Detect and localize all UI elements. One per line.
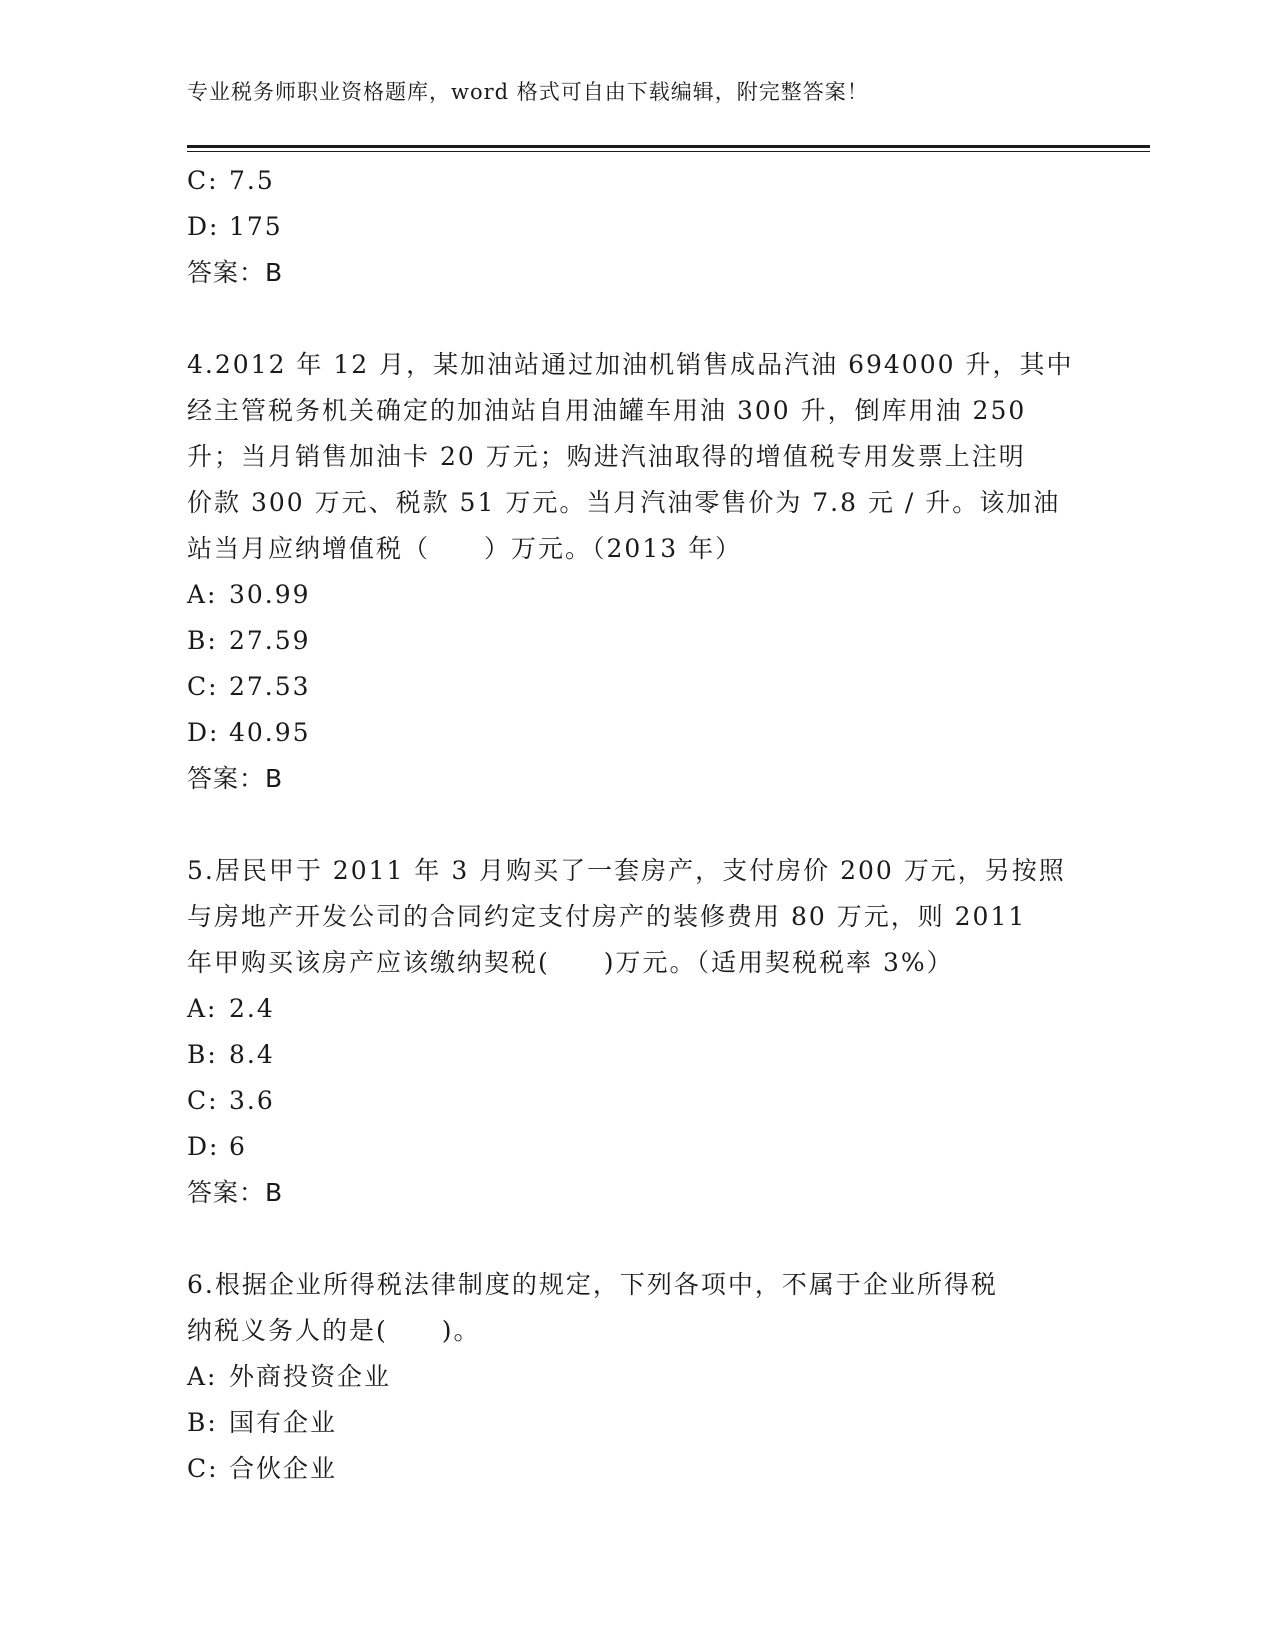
option-text: 3.6: [229, 1086, 275, 1115]
answer-line: 答案：B: [187, 258, 284, 287]
question-text-line: 5.居民甲于 2011 年 3 月购买了一套房产，支付房价 200 万元，另按照: [187, 856, 1066, 885]
option-text: 6: [229, 1132, 247, 1161]
option-label: B:: [187, 626, 218, 655]
option-text: 27.59: [229, 626, 311, 655]
option-label: C:: [187, 1086, 219, 1115]
question-text-line: 经主管税务机关确定的加油站自用油罐车用油 300 升，倒库用油 250: [187, 396, 1027, 425]
option-a: [187, 572, 1087, 618]
option-label: A:: [187, 580, 218, 609]
option-text: 40.95: [229, 718, 311, 747]
option-c: [187, 664, 1087, 710]
spacer: [187, 296, 1087, 342]
option-label: C:: [187, 1454, 219, 1483]
option-text: 8.4: [229, 1040, 275, 1069]
option-label: D:: [187, 718, 220, 747]
option-label: C:: [187, 672, 219, 701]
question-text-line: 价款 300 万元、税款 51 万元。当月汽油零售价为 7.8 元 / 升。该加油: [187, 488, 1061, 517]
option-d: [187, 710, 1087, 756]
question-text-line: 站当月应纳增值税（ ）万元。（2013 年）: [187, 534, 743, 563]
question-text-line: 升；当月销售加油卡 20 万元；购进汽油取得的增值税专用发票上注明: [187, 442, 1026, 471]
option-text: 7.5: [229, 166, 275, 195]
answer-line: 答案：B: [187, 1178, 284, 1207]
option-text: 27.53: [229, 672, 311, 701]
option-label: D:: [187, 212, 220, 241]
option-label: C:: [187, 166, 219, 195]
option-a: [187, 1354, 1087, 1400]
page-header: 专业税务师职业资格题库，word 格式可自由下载编辑，附完整答案！: [187, 80, 869, 104]
question-text-line: 与房地产开发公司的合同约定支付房产的装修费用 80 万元，则 2011: [187, 902, 1027, 931]
header-divider-thick: [187, 145, 1150, 148]
option-text: 外商投资企业: [229, 1362, 392, 1391]
option-text: 2.4: [229, 994, 275, 1023]
option-b: [187, 1400, 1087, 1446]
spacer: [187, 802, 1087, 848]
option-c: [187, 158, 1087, 204]
option-text: 175: [229, 212, 283, 241]
option-b: [187, 618, 1087, 664]
question-content: [187, 158, 1087, 1492]
option-text: 合伙企业: [229, 1454, 338, 1483]
question-6: [187, 1262, 1087, 1492]
option-text: 30.99: [229, 580, 311, 609]
header-divider-thin: [187, 151, 1150, 152]
option-label: A:: [187, 994, 218, 1023]
option-text: 国有企业: [229, 1408, 338, 1437]
question-4: [187, 342, 1087, 802]
spacer: [187, 1216, 1087, 1262]
option-d: [187, 1124, 1087, 1170]
question-5: [187, 848, 1087, 1216]
option-label: B:: [187, 1040, 218, 1069]
question-text-line: 纳税义务人的是( )。: [187, 1316, 481, 1345]
option-a: [187, 986, 1087, 1032]
question-text-line: 4.2012 年 12 月，某加油站通过加油机销售成品汽油 694000 升，其中: [187, 350, 1074, 379]
option-d: [187, 204, 1087, 250]
answer-line: 答案：B: [187, 764, 284, 793]
option-c: [187, 1446, 1087, 1492]
question-text-line: 6.根据企业所得税法律制度的规定，下列各项中，不属于企业所得税: [187, 1270, 998, 1299]
option-c: [187, 1078, 1087, 1124]
option-label: B:: [187, 1408, 218, 1437]
option-label: D:: [187, 1132, 220, 1161]
option-b: [187, 1032, 1087, 1078]
option-label: A:: [187, 1362, 218, 1391]
question-text-line: 年甲购买该房产应该缴纳契税( )万元。（适用契税税率 3%）: [187, 948, 954, 977]
